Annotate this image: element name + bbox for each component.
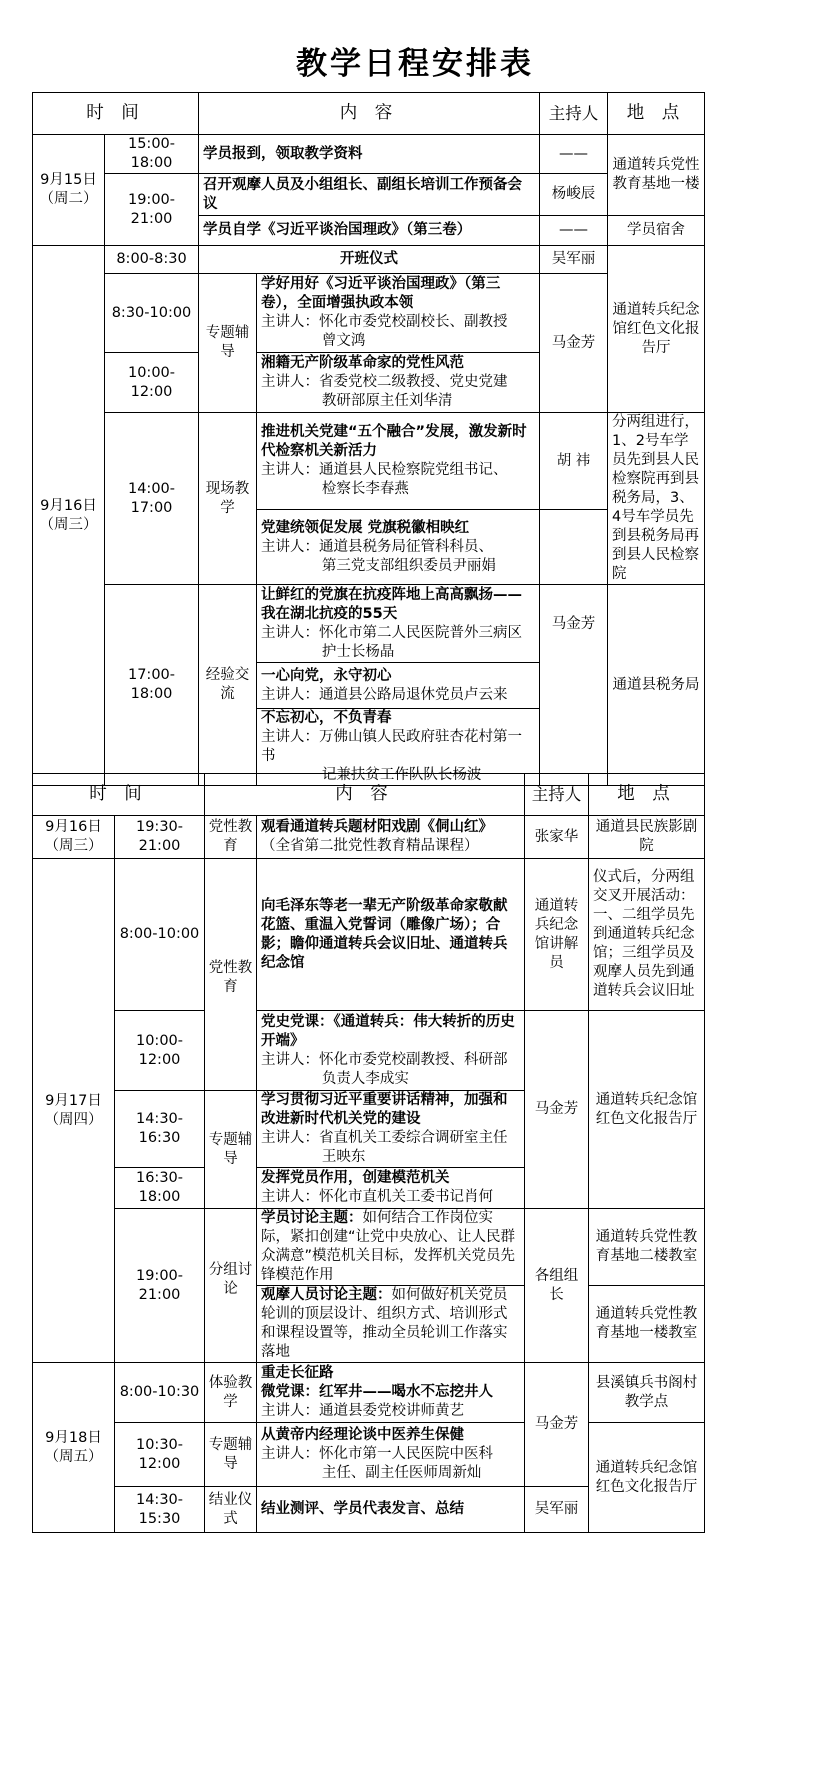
- header-content: 内 容: [199, 93, 540, 135]
- host-cell: 吴军丽: [525, 1487, 589, 1533]
- host-cell: 马金芳: [525, 1011, 589, 1209]
- time-cell: 8:00-10:30: [115, 1363, 205, 1423]
- time-cell: 8:00-10:00: [115, 859, 205, 1011]
- content-cell: 学好用好《习近平谈治国理政》（第三卷），全面增强执政本领 主讲人：怀化市委党校副校长、副教授 曾文鸿: [257, 274, 540, 353]
- content-cell: 学员讨论主题：如何结合工作岗位实际，紧扣创建“让党中央放心、让人民群众满意”模范机关目标，发挥机关党员先锋模范作用: [257, 1209, 525, 1286]
- time-cell: 10:00-12:00: [105, 353, 199, 413]
- time-cell: 16:30-18:00: [115, 1168, 205, 1209]
- time-cell: 14:30-15:30: [115, 1487, 205, 1533]
- time-cell: 15:00-18:00: [105, 135, 199, 174]
- content-cell: 一心向党，永守初心 主讲人：通道县公路局退休党员卢云来: [257, 663, 540, 709]
- host-cell: 各组组长: [525, 1209, 589, 1363]
- date-cell: 9月17日 （周四）: [33, 859, 115, 1363]
- table-row: [33, 174, 705, 216]
- host-cell: 马金芳: [540, 585, 608, 786]
- content-cell: 向毛泽东等老一辈无产阶级革命家敬献花篮、重温入党誓词（雕像广场）；合影；瞻仰通道转兵会议旧址、通道转兵纪念馆: [257, 859, 525, 1011]
- header-place: 地 点: [589, 774, 705, 816]
- time-cell: 19:00-21:00: [105, 174, 199, 246]
- table-row: [33, 1423, 705, 1487]
- content-cell: 学习贯彻习近平重要讲话精神，加强和改进新时代机关党的建设 主讲人：省直机关工委综合调研室主任 王映东: [257, 1091, 525, 1168]
- time-cell: 14:30-16:30: [115, 1091, 205, 1168]
- place-cell: 通道转兵党性教育基地一楼教室: [589, 1286, 705, 1363]
- table-row: [33, 816, 705, 859]
- place-cell: 县溪镇兵书阁村教学点: [589, 1363, 705, 1423]
- host-cell: 胡 祎: [540, 413, 608, 510]
- table-row: [33, 1209, 705, 1286]
- place-cell: 通道转兵党性教育基地二楼教室: [589, 1209, 705, 1286]
- table-row: [33, 1363, 705, 1423]
- place-cell: 通道县民族影剧院: [589, 816, 705, 859]
- content-cell: 学员自学《习近平谈治国理政》（第三卷）: [199, 216, 540, 246]
- time-cell: 10:00-12:00: [115, 1011, 205, 1091]
- time-cell: 10:30-12:00: [115, 1423, 205, 1487]
- time-cell: 19:00-21:00: [115, 1209, 205, 1363]
- content-cell: 开班仪式: [199, 246, 540, 274]
- header-place: 地 点: [608, 93, 705, 135]
- content-cell: 推进机关党建“五个融合”发展，激发新时代检察机关新活力 主讲人：通道县人民检察院党组书记、 检察长李春燕: [257, 413, 540, 510]
- content-cell: 党史党课：《通道转兵：伟大转折的历史开端》 主讲人：怀化市委党校副教授、科研部 负责人李成实: [257, 1011, 525, 1091]
- host-cell: 马金芳: [525, 1363, 589, 1487]
- time-cell: 14:00-17:00: [105, 413, 199, 585]
- category-cell: 专题辅导: [205, 1091, 257, 1209]
- host-cell: 张家华: [525, 816, 589, 859]
- host-cell: 吴军丽: [540, 246, 608, 274]
- category-cell: 专题辅导: [205, 1423, 257, 1487]
- header-content: 内 容: [205, 774, 525, 816]
- content-cell: 发挥党员作用，创建模范机关 主讲人：怀化市直机关工委书记肖何: [257, 1168, 525, 1209]
- page-title: 教学日程安排表: [296, 46, 534, 82]
- place-cell: 通道转兵纪念馆红色文化报告厅: [589, 1011, 705, 1209]
- table-row: [33, 585, 705, 663]
- host-cell: ——: [540, 216, 608, 246]
- table-header: [33, 93, 705, 135]
- place-cell: 仪式后，分两组交叉开展活动：一、二组学员先到通道转兵纪念馆；三组学员及观摩人员先到通道转兵会议旧址: [589, 859, 705, 1011]
- host-cell: 杨峻辰: [540, 174, 608, 216]
- table-row: [33, 246, 705, 274]
- place-cell: 通道县税务局: [608, 585, 705, 786]
- time-cell: 17:00-18:00: [105, 585, 199, 786]
- schedule-table-2: [32, 773, 705, 1533]
- place-cell: 通道转兵党性教育基地一楼: [608, 135, 705, 216]
- table-row: [33, 859, 705, 1011]
- header-host: 主持人: [525, 774, 589, 816]
- content-cell: 召开观摩人员及小组组长、副组长培训工作预备会议: [199, 174, 540, 216]
- category-cell: 体验教学: [205, 1363, 257, 1423]
- header-time: 时 间: [33, 774, 205, 816]
- time-cell: 19:30-21:00: [115, 816, 205, 859]
- time-cell: 8:30-10:00: [105, 274, 199, 353]
- host-cell: [540, 510, 608, 585]
- content-cell: 不忘初心，不负青春 主讲人：万佛山镇人民政府驻杏花村第一书 记兼扶贫工作队队长杨波: [257, 709, 540, 786]
- content-cell: 党建统领促发展 党旗税徽相映红 主讲人：通道县税务局征管科科员、 第三党支部组织委员尹丽娟: [257, 510, 540, 585]
- category-cell: 党性教育: [205, 859, 257, 1091]
- table-row: [33, 1011, 705, 1091]
- category-cell: 专题辅导: [199, 274, 257, 413]
- category-cell: 经验交流: [199, 585, 257, 786]
- table-row: [33, 413, 705, 510]
- content-cell: 让鲜红的党旗在抗疫阵地上高高飘扬——我在湖北抗疫的55天 主讲人：怀化市第二人民医院普外三病区 护士长杨晶: [257, 585, 540, 663]
- host-cell: 马金芳: [540, 274, 608, 413]
- content-cell: 重走长征路 微党课：红军井——喝水不忘挖井人 主讲人：通道县委党校讲师黄艺: [257, 1363, 525, 1423]
- category-cell: 分组讨论: [205, 1209, 257, 1363]
- content-cell: 学员报到，领取教学资料: [199, 135, 540, 174]
- content-cell: 观摩人员讨论主题：如何做好机关党员轮训的顶层设计、组织方式、培训形式和课程设置等，推动全员轮训工作落实落地: [257, 1286, 525, 1363]
- content-cell: 结业测评、学员代表发言、总结: [257, 1487, 525, 1533]
- content-cell: 从黄帝内经理论谈中医养生保健 主讲人：怀化市第一人民医院中医科 主任、副主任医师周新灿: [257, 1423, 525, 1487]
- host-cell: ——: [540, 135, 608, 174]
- date-cell: 9月15日 （周二）: [33, 135, 105, 246]
- content-cell: 观看通道转兵题材阳戏剧《侗山红》 （全省第二批党性教育精品课程）: [257, 816, 525, 859]
- table-header: [33, 774, 705, 816]
- date-cell: 9月18日 （周五）: [33, 1363, 115, 1533]
- host-cell: 通道转兵纪念馆讲解员: [525, 859, 589, 1011]
- category-cell: 党性教育: [205, 816, 257, 859]
- time-cell: 8:00-8:30: [105, 246, 199, 274]
- date-cell: 9月16日 （周三）: [33, 246, 105, 786]
- place-cell: 分两组进行，1、2号车学员先到县人民检察院再到县税务局，3、4号车学员先到县税务局再到县人民检察院: [608, 413, 705, 585]
- schedule-table-1: [32, 92, 705, 786]
- category-cell: 现场教学: [199, 413, 257, 585]
- header-time: 时 间: [33, 93, 199, 135]
- content-cell: 湘籍无产阶级革命家的党性风范 主讲人：省委党校二级教授、党史党建 教研部原主任刘华清: [257, 353, 540, 413]
- place-cell: 学员宿舍: [608, 216, 705, 246]
- table-row: [33, 135, 705, 174]
- date-cell: 9月16日 （周三）: [33, 816, 115, 859]
- table-row: [33, 274, 705, 353]
- category-cell: 结业仪式: [205, 1487, 257, 1533]
- header-host: 主持人: [540, 93, 608, 135]
- place-cell: 通道转兵纪念馆红色文化报告厅: [589, 1423, 705, 1533]
- place-cell: 通道转兵纪念馆红色文化报告厅: [608, 246, 705, 413]
